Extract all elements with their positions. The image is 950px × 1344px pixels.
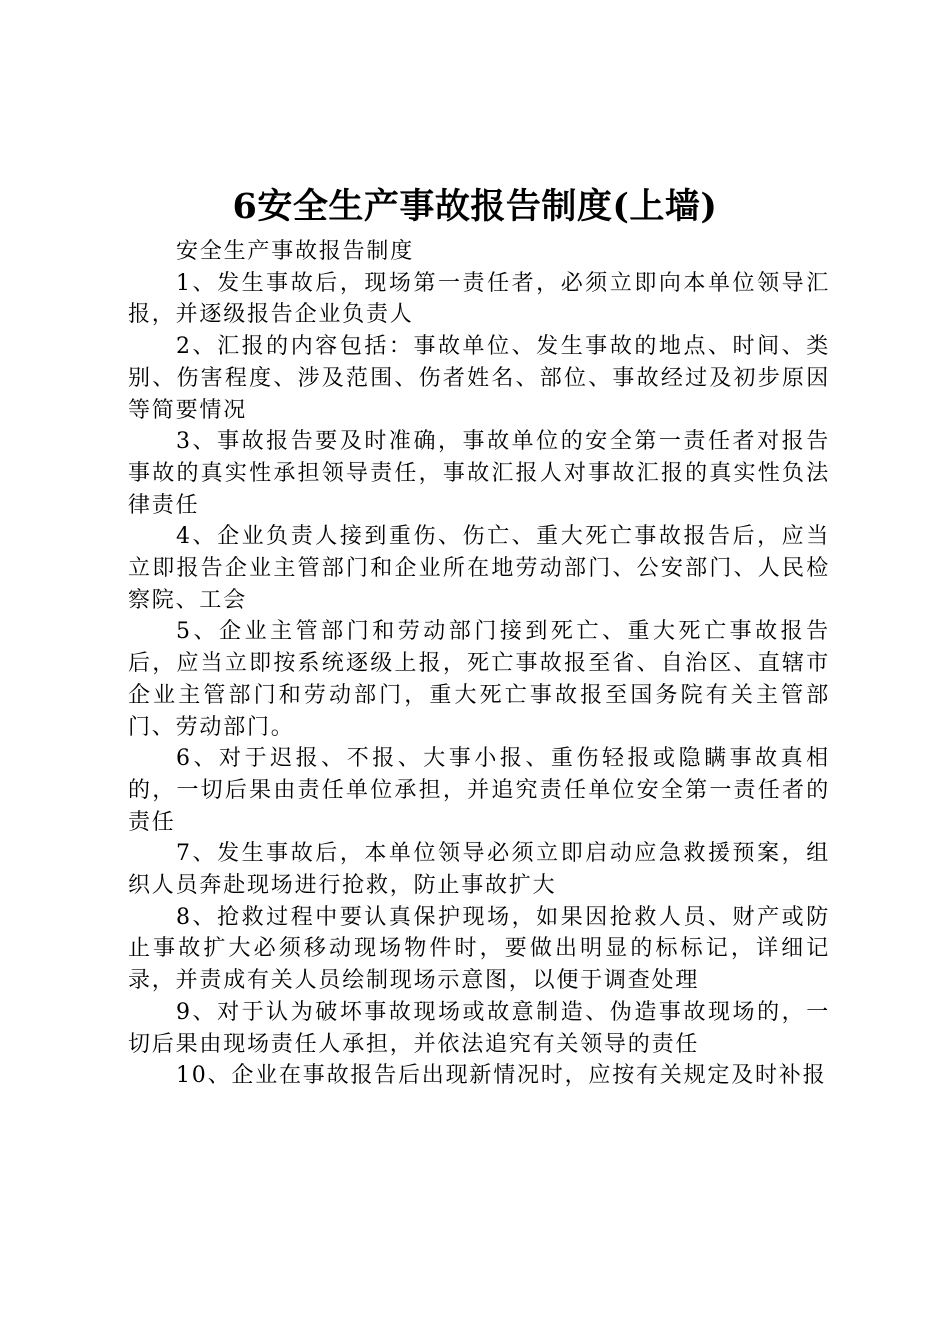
document-body bbox=[128, 236, 830, 1092]
paragraph-10: 10、企业在事故报告后出现新情况时，应按有关规定及时补报 bbox=[176, 1063, 827, 1089]
paragraph-7: 7、发生事故后，本单位领导必须立即启动应急救援预案，组织人员奔赴现场进行抢救，防止事故扩大 bbox=[128, 841, 830, 899]
paragraph-9: 9、对于认为破坏事故现场或故意制造、伪造事故现场的，一切后果由现场责任人承担，并依法追究有关领导的责任 bbox=[128, 999, 830, 1057]
paragraph-4: 4、企业负责人接到重伤、伤亡、重大死亡事故报告后，应当立即报告企业主管部门和企业所在地劳动部门、公安部门、人民检察院、工会 bbox=[128, 524, 830, 613]
paragraph-3: 3、事故报告要及时准确，事故单位的安全第一责任者对报告事故的真实性承担领导责任，事故汇报人对事故汇报的真实性负法律责任 bbox=[128, 429, 830, 518]
paragraph-5: 5、企业主管部门和劳动部门接到死亡、重大死亡事故报告后，应当立即按系统逐级上报，死亡事故报至省、自治区、直辖市企业主管部门和劳动部门，重大死亡事故报至国务院有关主管部门、劳动部门。 bbox=[128, 619, 830, 740]
paragraph-6: 6、对于迟报、不报、大事小报、重伤轻报或隐瞒事故真相的，一切后果由责任单位承担，并追究责任单位安全第一责任者的责任 bbox=[128, 746, 830, 835]
document-subtitle: 安全生产事故报告制度 bbox=[176, 239, 415, 264]
paragraph-8: 8、抢救过程中要认真保护现场，如果因抢救人员、财产或防止事故扩大必须移动现场物件时，要做出明显的标标记，详细记录，并责成有关人员绘制现场示意图，以便于调查处理 bbox=[128, 904, 830, 994]
paragraph-1: 1、发生事故后，现场第一责任者，必须立即向本单位领导汇报，并逐级报告企业负责人 bbox=[128, 270, 830, 328]
paragraph-2: 2、汇报的内容包括：事故单位、发生事故的地点、时间、类别、伤害程度、涉及范围、伤者姓名、部位、事故经过及初步原因等简要情况 bbox=[128, 334, 830, 423]
document-title: 6安全生产事故报告制度(上墙) bbox=[232, 186, 718, 227]
